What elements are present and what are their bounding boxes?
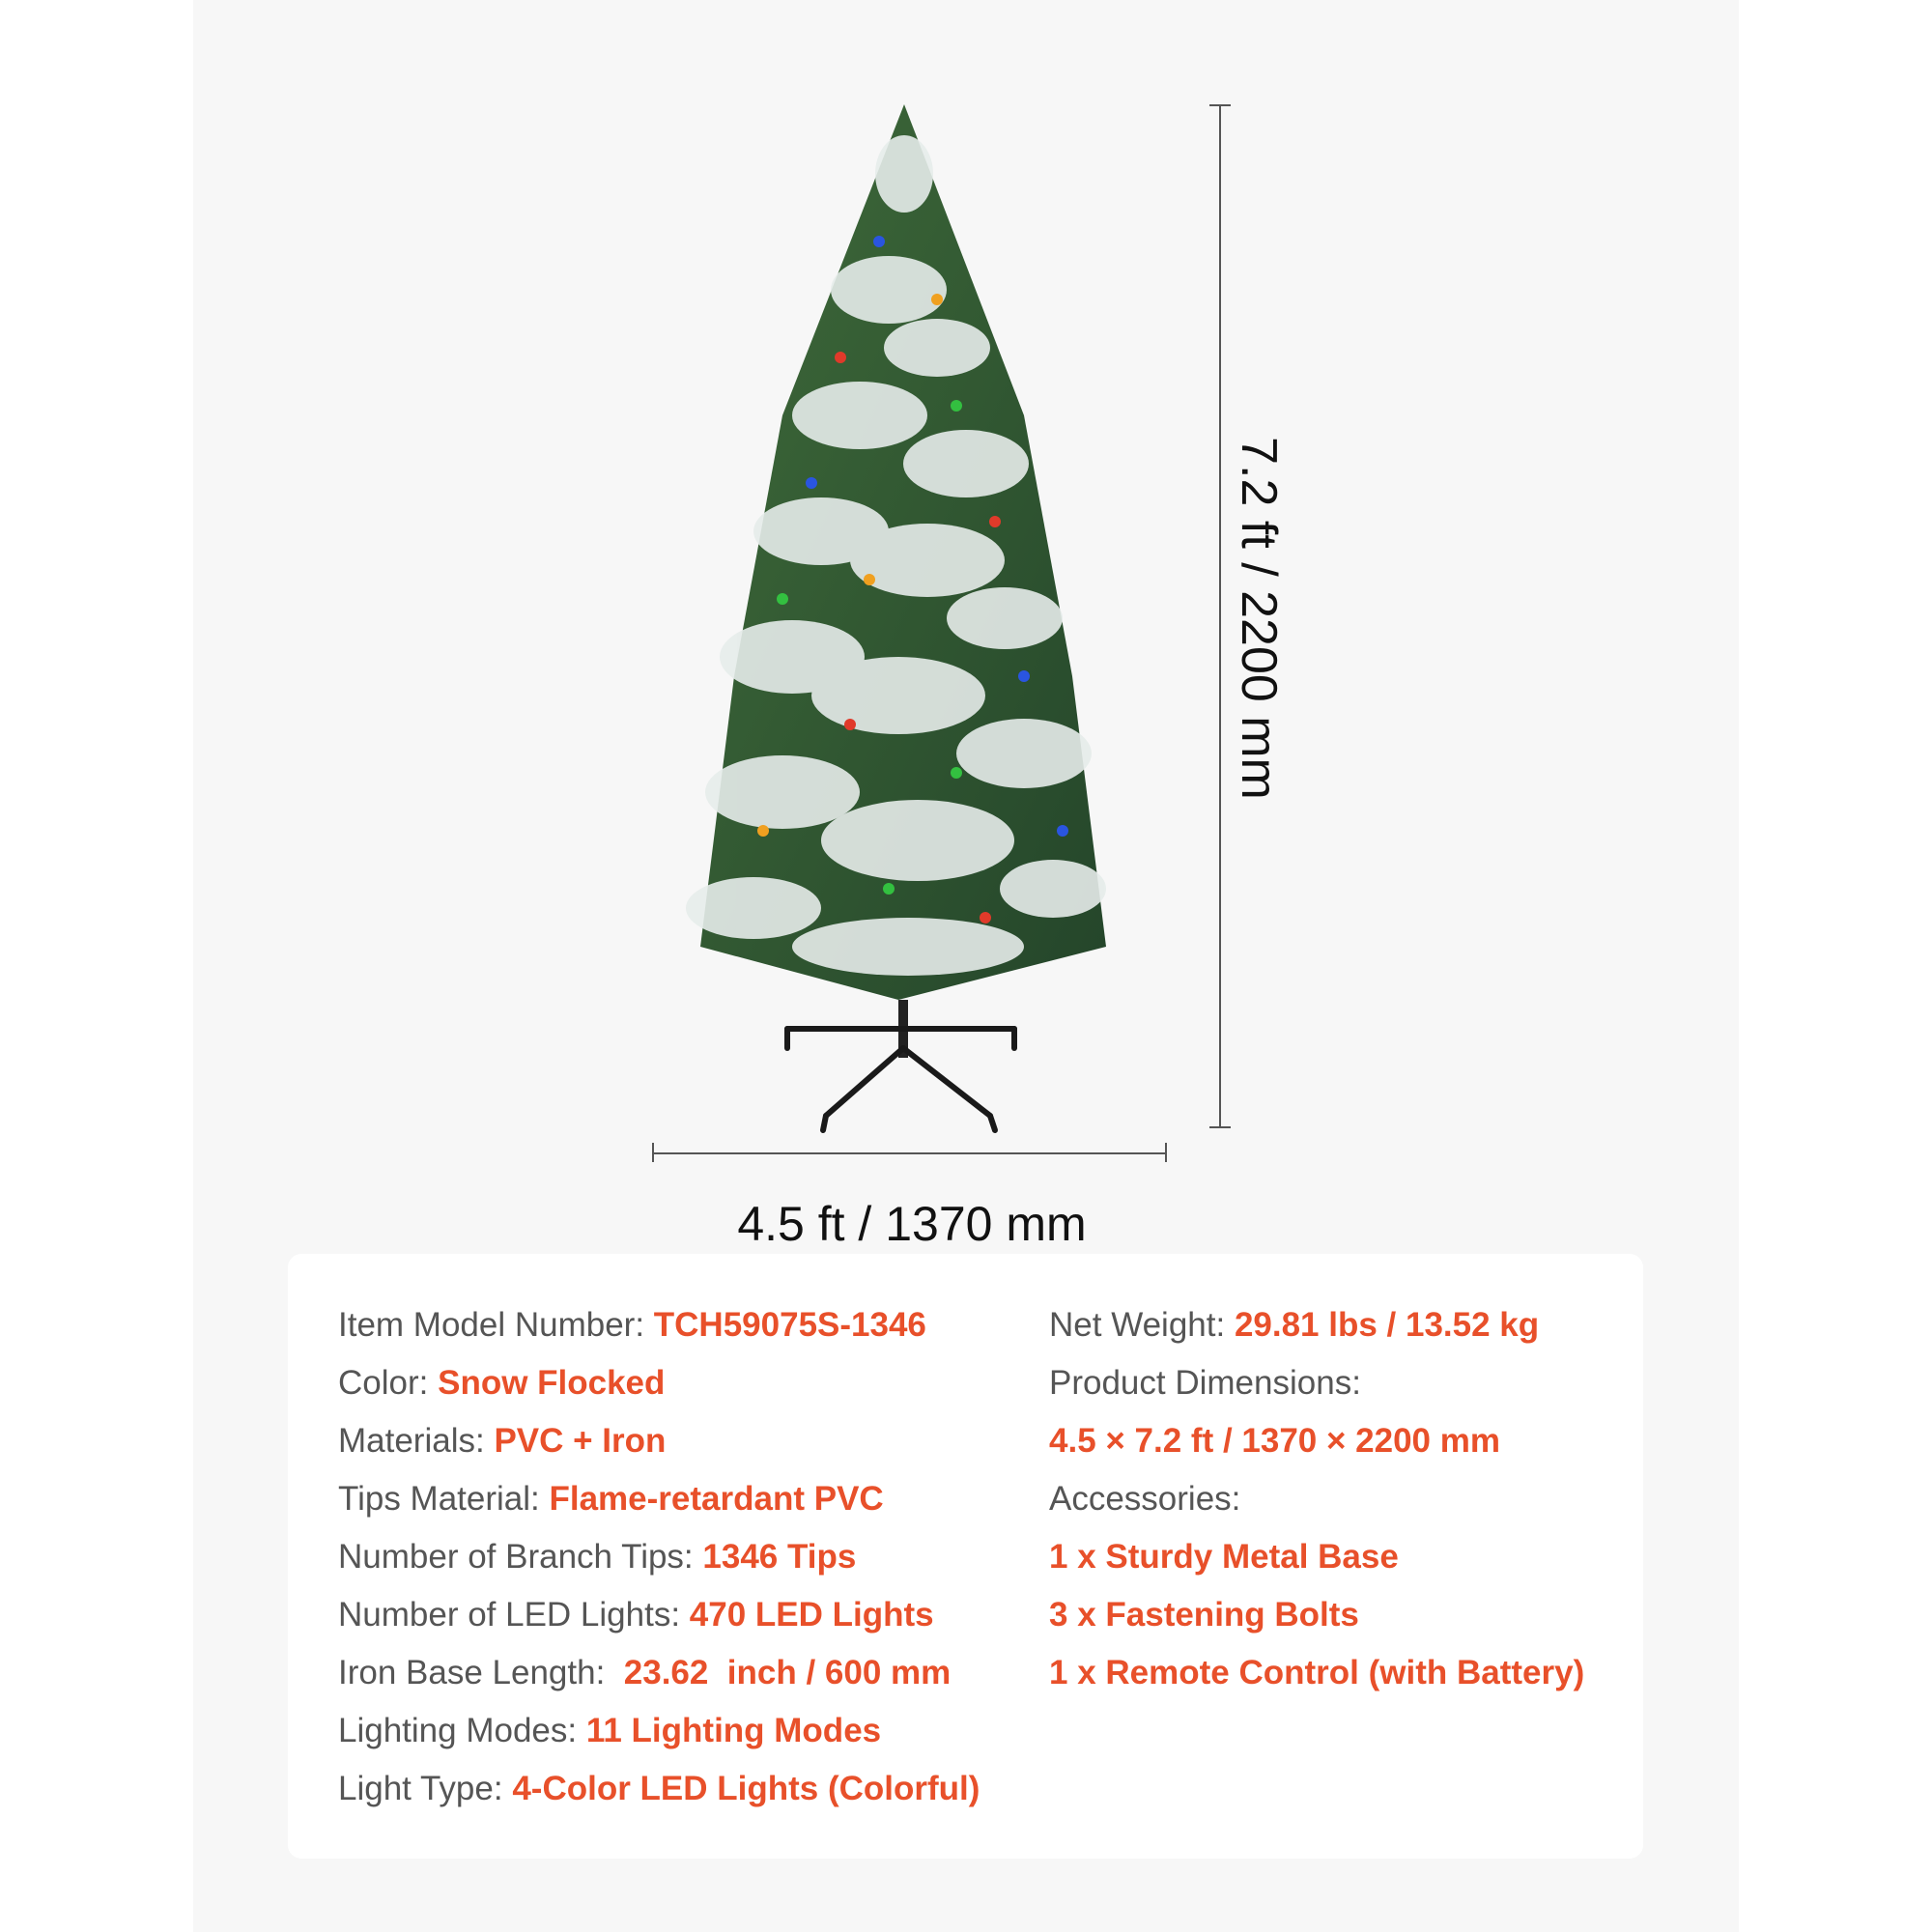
spec-row-led-lights [338,1586,980,1644]
specs-left-column [338,1296,980,1818]
specs-right-column [1049,1296,1584,1702]
spec-row-model [338,1296,980,1354]
spec-value: Snow Flocked [438,1364,666,1402]
spec-label: Number of LED Lights: [338,1596,690,1634]
spec-label: Light Type: [338,1770,513,1807]
spec-row-accessory-bolts [1049,1586,1584,1644]
spec-value: 23.62 inch / 600 mm [614,1654,952,1691]
spec-row-materials [338,1412,980,1470]
spec-row-base-length [338,1644,980,1702]
spec-label: Product Dimensions: [1049,1364,1361,1402]
spec-card [288,1254,1643,1859]
spec-row-lighting-modes [338,1702,980,1760]
spec-value: 11 Lighting Modes [585,1712,882,1749]
spec-value: 1 x Sturdy Metal Base [1049,1538,1399,1576]
spec-label: Color: [338,1364,439,1402]
spec-value: 4.5 × 7.2 ft / 1370 × 2200 mm [1049,1422,1500,1460]
spec-value: PVC + Iron [494,1422,667,1460]
spec-value: Flame-retardant PVC [549,1480,884,1518]
spec-label: Accessories: [1049,1480,1241,1518]
spec-row-net-weight [1049,1296,1584,1354]
spec-label: Net Weight: [1049,1306,1235,1344]
spec-row-accessories-label [1049,1470,1584,1528]
width-label: 4.5 ft / 1370 mm [737,1197,1087,1251]
spec-value: 470 LED Lights [689,1596,934,1634]
spec-row-dimensions-value [1049,1412,1584,1470]
width-left-cap [652,1143,654,1162]
spec-label: Number of Branch Tips: [338,1538,703,1576]
spec-row-light-type [338,1760,980,1818]
spec-value: 3 x Fastening Bolts [1049,1596,1359,1634]
spec-row-accessory-base [1049,1528,1584,1586]
spec-label: Iron Base Length: [338,1654,615,1691]
width-dimension-line [652,1152,1166,1154]
spec-row-color [338,1354,980,1412]
spec-label: Materials: [338,1422,495,1460]
width-right-cap [1165,1143,1167,1162]
spec-label: Tips Material: [338,1480,550,1518]
spec-value: TCH59075S-1346 [653,1306,926,1344]
height-top-cap [1209,104,1231,106]
christmas-tree-icon [618,97,1198,1140]
spec-row-branch-tips [338,1528,980,1586]
spec-label: Lighting Modes: [338,1712,586,1749]
spec-row-accessory-remote [1049,1644,1584,1702]
spec-value: 4-Color LED Lights (Colorful) [512,1770,980,1807]
height-bottom-cap [1209,1126,1231,1128]
spec-value: 1346 Tips [702,1538,857,1576]
spec-row-dimensions-label [1049,1354,1584,1412]
spec-value: 1 x Remote Control (with Battery) [1049,1654,1585,1691]
height-dimension-line [1219,104,1221,1126]
height-label: 7.2 ft / 2200 mm [1231,437,1287,800]
spec-value: 29.81 lbs / 13.52 kg [1234,1306,1540,1344]
spec-row-tips-material [338,1470,980,1528]
spec-label: Item Model Number: [338,1306,654,1344]
